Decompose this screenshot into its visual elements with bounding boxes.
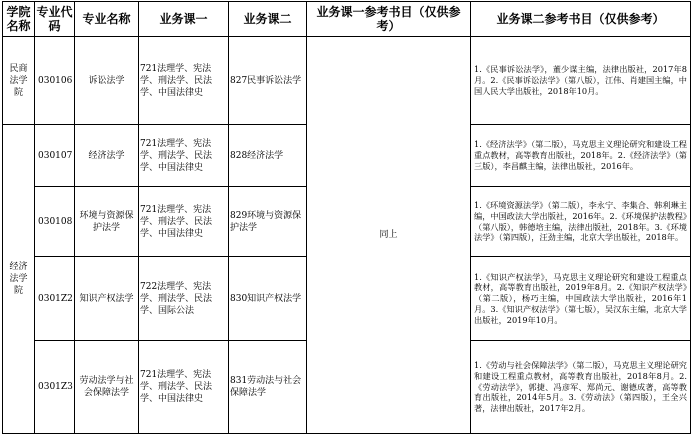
- header-course2: 业务课二: [229, 2, 307, 37]
- course1-cell: 721法理学、宪法学、刑法学、民法学、中国法律史: [139, 125, 229, 187]
- table-row: [3, 37, 691, 125]
- major-cell: 知识产权法学: [75, 257, 139, 341]
- course1-cell: 721法理学、宪法学、刑法学、民法学、中国法律史: [139, 187, 229, 257]
- course2-cell: 831劳动法与社会保障法学: [229, 341, 307, 434]
- course1-cell: 722法理学、宪法学、刑法学、民法学、国际公法: [139, 257, 229, 341]
- header-name: 专业名称: [75, 2, 139, 37]
- ref1-cell: 同上: [307, 37, 471, 434]
- course2-cell: 830知识产权法学: [229, 257, 307, 341]
- course2-cell: 827民事诉讼法学: [229, 37, 307, 125]
- header-ref1: 业务课一参考书目（仅供参考）: [307, 2, 471, 37]
- major-cell: 劳动法学与社会保障法学: [75, 341, 139, 434]
- major-cell: 经济法学: [75, 125, 139, 187]
- college-cell: 经济法学院: [3, 125, 35, 434]
- ref2-cell: 1.《经济法学》（第二版），马克思主义理论研究和建设工程重点教材，高等教育出版社，2018年。2.《经济法学》（第三版），李昌麒主编，法律出版社，2016年。: [471, 125, 691, 187]
- header-ref2: 业务课二参考书目（仅供参考）: [471, 2, 691, 37]
- code-cell: 030106: [35, 37, 75, 125]
- code-cell: 030107: [35, 125, 75, 187]
- header-code: 专业代码: [35, 2, 75, 37]
- major-cell: 诉讼法学: [75, 37, 139, 125]
- code-cell: 0301Z2: [35, 257, 75, 341]
- ref2-cell: 1.《劳动与社会保障法学》（第二版），马克思主义理论研究和建设工程重点教材，高等教育出版社，2018年8月。2.《劳动法学》，郭捷、冯彦军、郑尚元、谢德成著，高等教育出版社，2014年5月。3.《劳动法》（第四版），王全兴著，法律出版社，2017年2月。: [471, 341, 691, 434]
- ref2-cell: 1.《知识产权法学》，马克思主义理论研究和建设工程重点教材，高等教育出版社，2019年8月。2.《知识产权法学》（第二版），杨巧主编，中国政法大学出版社，2016年1月。3.《知识产权法学》（第七版），吴汉东主编，北京大学出版社，2019年10月。: [471, 257, 691, 341]
- header-course1: 业务课一: [139, 2, 229, 37]
- header-college: 学院名称: [3, 2, 35, 37]
- college-cell: 民商法学院: [3, 37, 35, 125]
- code-cell: 0301Z3: [35, 341, 75, 434]
- course1-cell: 721法理学、宪法学、刑法学、民法学、中国法律史: [139, 37, 229, 125]
- course2-cell: 828经济法学: [229, 125, 307, 187]
- major-cell: 环境与资源保护法学: [75, 187, 139, 257]
- course1-cell: 721法理学、宪法学、刑法学、民法学、中国法律史: [139, 341, 229, 434]
- course2-cell: 829环境与资源保护法学: [229, 187, 307, 257]
- header-row: [3, 2, 691, 37]
- ref2-cell: 1.《民事诉讼法学》，董少谋主编，法律出版社，2017年8月。2.《民事诉讼法学》（第八版），江伟、肖建国主编，中国人民大学出版社，2018年10月。: [471, 37, 691, 125]
- program-table: [2, 1, 691, 434]
- code-cell: 030108: [35, 187, 75, 257]
- ref2-cell: 1.《环境资源法学》（第二版），李永宁、李集合、韩利琳主编，中国政法大学出版社，2016年。2.《环境保护法教程》（第八版），韩德培主编，法律出版社，2018年。3.《环境法学》（第四版），汪劲主编，北京大学出版社，2018年。: [471, 187, 691, 257]
